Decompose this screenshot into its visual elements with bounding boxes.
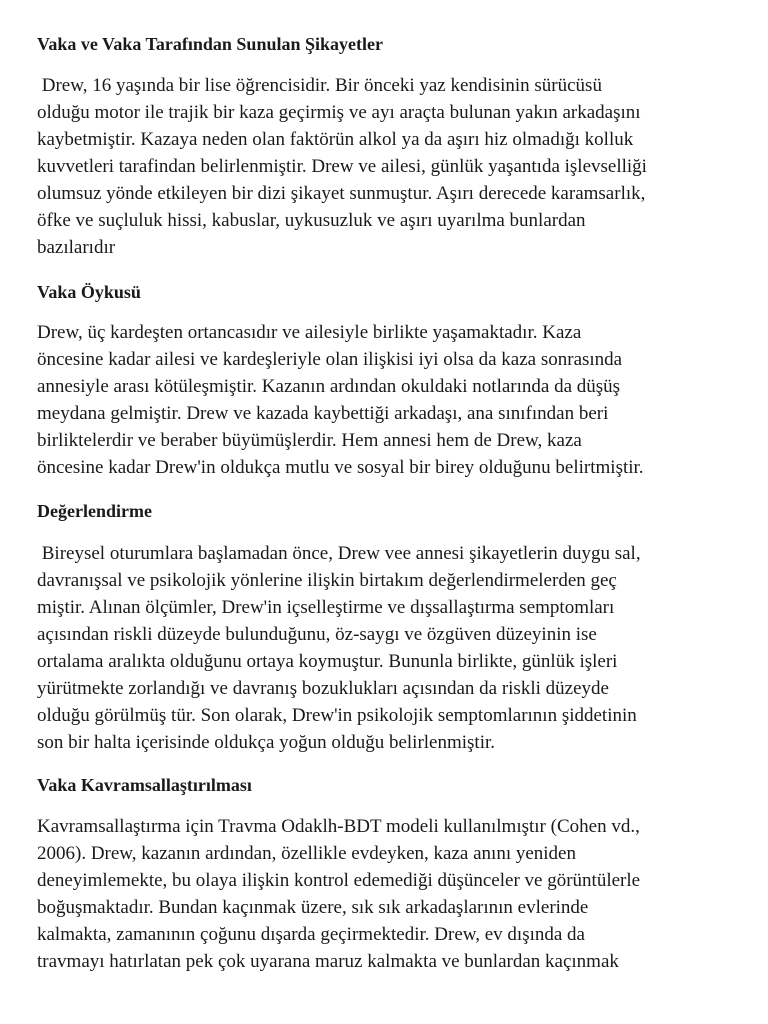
paragraph-line: meydana gelmiştir. Drew ve kazada kaybettiği arkadaşı, ana sınıfından beri [37, 403, 609, 424]
paragraph-line: olduğu motor ile trajik bir kaza geçirmiş ve ayı araçta bulunan yakın arkadaşını [37, 102, 641, 123]
section-heading-history: Vaka Öykusü [37, 282, 141, 302]
paragraph-line: Drew, üç kardeşten ortancasıdır ve ailesiyle birlikte yaşamaktadır. Kaza [37, 322, 582, 343]
paragraph-line: öfke ve suçluluk hissi, kabuslar, uykusuzluk ve aşırı uyarılma bunlardan [37, 210, 586, 231]
paragraph-line: son bir halta içerisinde oldukça yoğun olduğu belirlenmiştir. [37, 732, 496, 753]
paragraph-line: annesiyle arası kötüleşmiştir. Kazanın ardından okuldaki notlarında da düşüş [37, 376, 621, 397]
paragraph-line: birliktelerdir ve beraber büyümüşlerdir. Hem annesi hem de Drew, kaza [37, 430, 582, 451]
paragraph-line: açısından riskli düzeyde bulunduğunu, öz-saygı ve özgüven düzeyinin ise [37, 624, 597, 645]
paragraph-line: Drew, 16 yaşında bir lise öğrencisidir. Bir önceki yaz kendisinin sürücüsü [37, 75, 602, 96]
paragraph-line: deneyimlemekte, bu olaya ilişkin kontrol edemediği düşünceler ve görüntülerle [37, 870, 641, 891]
section-paragraph-complaints [37, 72, 737, 261]
paragraph-line: Bireysel oturumlara başlamadan önce, Drew vee annesi şikayetlerin duygu sal, [37, 543, 641, 564]
paragraph-line: kaybetmiştir. Kazaya neden olan faktörün alkol ya da aşırı hiz olmadığı kolluk [37, 129, 634, 150]
paragraph-line: öncesine kadar ailesi ve kardeşleriyle olan ilişkisi iyi olsa da kaza sonrasında [37, 349, 623, 370]
paragraph-line: öncesine kadar Drew'in oldukça mutlu ve sosyal bir birey olduğunu belirtmiştir. [37, 457, 644, 478]
paragraph-line: bazılarıdır [37, 237, 116, 258]
section-heading-assessment: Değerlendirme [37, 501, 152, 521]
paragraph-line: olduğu görülmüş tür. Son olarak, Drew'in psikolojik semptomlarının şiddetinin [37, 705, 637, 726]
section-paragraph-history [37, 319, 737, 481]
paragraph-line: Kavramsallaştırma için Travma Odaklh-BDT modeli kullanılmıştır (Cohen vd., [37, 816, 640, 837]
paragraph-line: miştir. Alınan ölçümler, Drew'in içselleştirme ve dışsallaştırma semptomları [37, 597, 615, 618]
paragraph-line: 2006). Drew, kazanın ardından, özellikle evdeyken, kaza anını yeniden [37, 843, 576, 864]
paragraph-line: davranışsal ve psikolojik yönlerine ilişkin birtakım değerlendirmelerden geç [37, 570, 617, 591]
paragraph-line: kalmakta, zamanının çoğunu dışarda geçirmektedir. Drew, ev dışında da [37, 924, 585, 945]
paragraph-line: kuvvetleri tarafindan belirlenmiştir. Drew ve ailesi, günlük yaşantıda işlevselliği [37, 156, 647, 177]
paragraph-line: boğuşmaktadır. Bundan kaçınmak üzere, sık sık arkadaşlarının evlerinde [37, 897, 589, 918]
paragraph-line: olumsuz yönde etkileyen bir dizi şikayet sunmuştur. Aşırı derecede karamsarlık, [37, 183, 646, 204]
section-paragraph-conceptualization [37, 813, 737, 975]
section-heading-complaints: Vaka ve Vaka Tarafından Sunulan Şikayetler [37, 34, 383, 54]
section-heading-conceptualization: Vaka Kavramsallaştırılması [37, 775, 252, 795]
paragraph-line: travmayı hatırlatan pek çok uyarana maruz kalmakta ve bunlardan kaçınmak [37, 951, 619, 972]
section-paragraph-assessment [37, 540, 737, 756]
paragraph-line: yürütmekte zorlandığı ve davranış bozuklukları açısından da riskli düzeyde [37, 678, 609, 699]
paragraph-line: ortalama aralıkta olduğunu ortaya koymuştur. Bununla birlikte, günlük işleri [37, 651, 618, 672]
